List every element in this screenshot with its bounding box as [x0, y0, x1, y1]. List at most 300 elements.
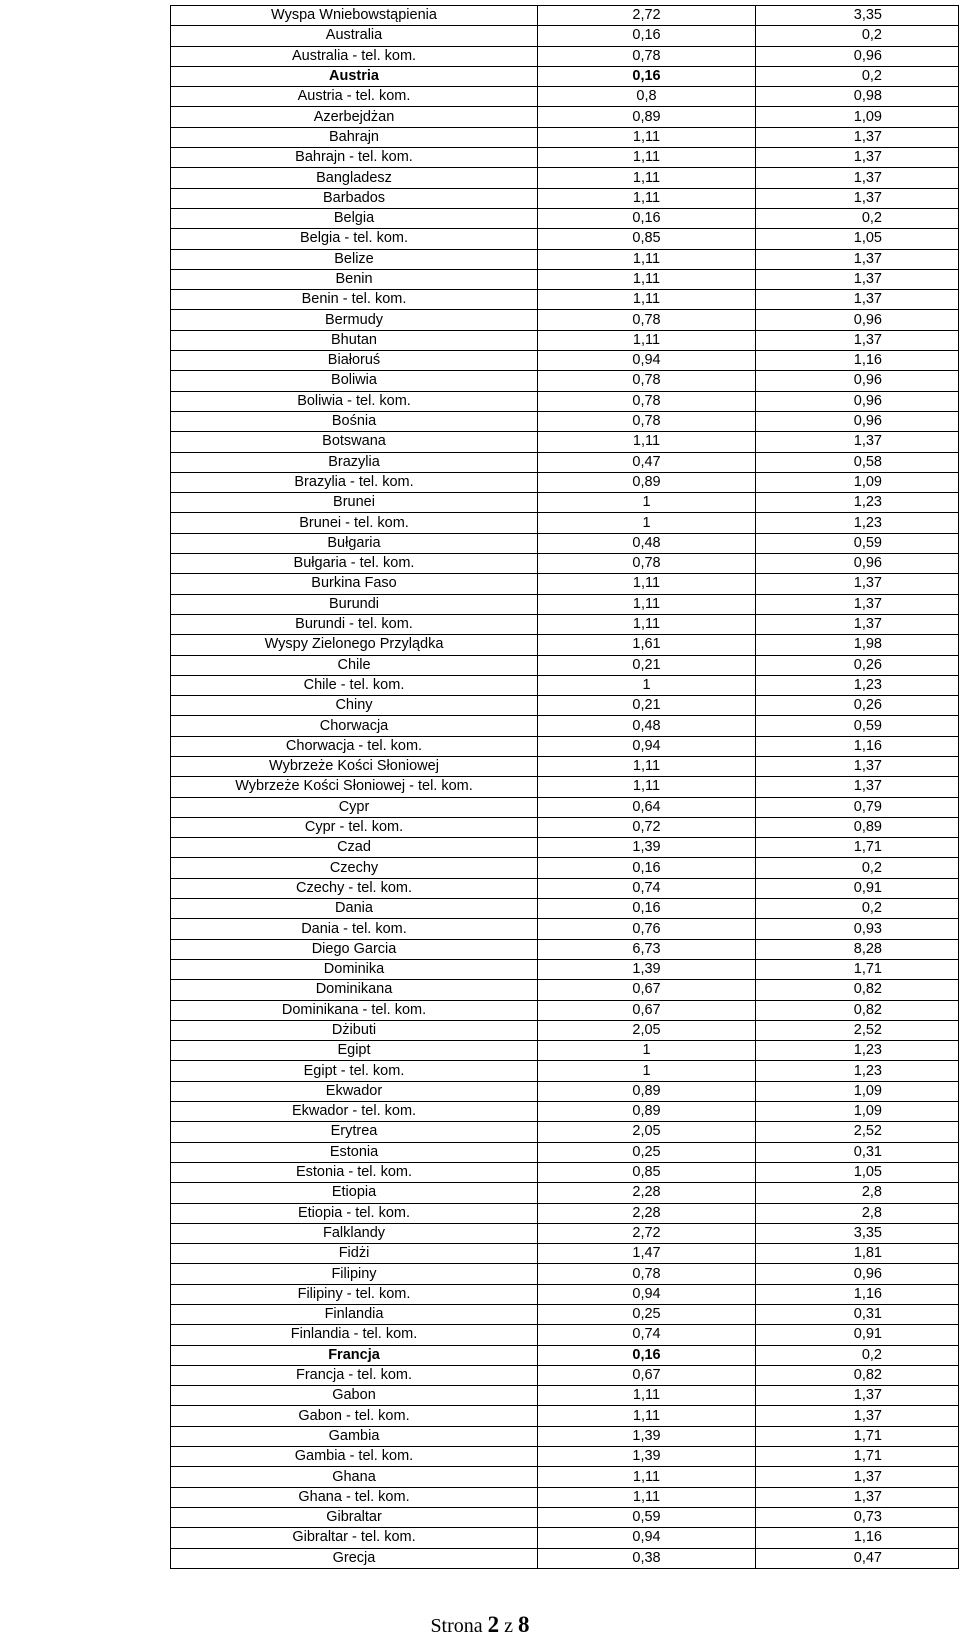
- country-cell: Bułgaria - tel. kom.: [171, 554, 538, 574]
- rate-gross-cell: 3,35: [756, 6, 959, 26]
- country-cell: Boliwia - tel. kom.: [171, 391, 538, 411]
- country-cell: Dania: [171, 899, 538, 919]
- table-row: [171, 959, 959, 979]
- country-cell: Brazylia: [171, 452, 538, 472]
- rate-value-cell: 0,89: [538, 1081, 756, 1101]
- country-cell: Diego Garcia: [171, 939, 538, 959]
- country-cell: Barbados: [171, 188, 538, 208]
- rate-gross-cell: 1,71: [756, 959, 959, 979]
- table-row: [171, 411, 959, 431]
- rate-value-cell: 0,38: [538, 1548, 756, 1568]
- country-cell: Burundi - tel. kom.: [171, 614, 538, 634]
- table-row: [171, 614, 959, 634]
- rate-gross-cell: 0,2: [756, 66, 959, 86]
- country-cell: Bahrajn - tel. kom.: [171, 148, 538, 168]
- rate-gross-cell: 0,82: [756, 1000, 959, 1020]
- rate-gross-cell: 0,96: [756, 1264, 959, 1284]
- table-row: [171, 1325, 959, 1345]
- rate-gross-cell: 1,09: [756, 107, 959, 127]
- rate-value-cell: 0,85: [538, 229, 756, 249]
- rate-gross-cell: 0,2: [756, 26, 959, 46]
- country-cell: Egipt - tel. kom.: [171, 1061, 538, 1081]
- rate-gross-cell: 2,8: [756, 1203, 959, 1223]
- country-cell: Fidżi: [171, 1244, 538, 1264]
- country-cell: Bułgaria: [171, 533, 538, 553]
- rate-value-cell: 2,72: [538, 6, 756, 26]
- table-row: [171, 66, 959, 86]
- country-cell: Chiny: [171, 696, 538, 716]
- rate-gross-cell: 1,37: [756, 432, 959, 452]
- rate-gross-cell: 2,52: [756, 1122, 959, 1142]
- rate-value-cell: 0,76: [538, 919, 756, 939]
- table-row: [171, 1467, 959, 1487]
- country-cell: Botswana: [171, 432, 538, 452]
- rate-value-cell: 1,11: [538, 330, 756, 350]
- rate-gross-cell: 0,79: [756, 797, 959, 817]
- table-row: [171, 1447, 959, 1467]
- table-row: [171, 188, 959, 208]
- table-row: [171, 168, 959, 188]
- rate-gross-cell: 0,26: [756, 696, 959, 716]
- country-cell: Dżibuti: [171, 1020, 538, 1040]
- table-row: [171, 1203, 959, 1223]
- rate-gross-cell: 0,59: [756, 716, 959, 736]
- rate-value-cell: 1,11: [538, 432, 756, 452]
- country-cell: Egipt: [171, 1041, 538, 1061]
- rate-gross-cell: 2,52: [756, 1020, 959, 1040]
- rate-value-cell: 1,11: [538, 148, 756, 168]
- rate-gross-cell: 0,2: [756, 899, 959, 919]
- country-cell: Ghana: [171, 1467, 538, 1487]
- rate-gross-cell: 0,2: [756, 1345, 959, 1365]
- country-cell: Falklandy: [171, 1223, 538, 1243]
- country-cell: Francja - tel. kom.: [171, 1365, 538, 1385]
- table-row: [171, 1528, 959, 1548]
- table-row: [171, 1102, 959, 1122]
- table-row: [171, 351, 959, 371]
- table-row: [171, 1426, 959, 1446]
- rate-value-cell: 1,11: [538, 756, 756, 776]
- rate-gross-cell: 0,31: [756, 1305, 959, 1325]
- rate-value-cell: 0,67: [538, 980, 756, 1000]
- country-cell: Dominika: [171, 959, 538, 979]
- rate-gross-cell: 0,93: [756, 919, 959, 939]
- table-row: [171, 1081, 959, 1101]
- rate-value-cell: 0,16: [538, 899, 756, 919]
- country-cell: Dania - tel. kom.: [171, 919, 538, 939]
- rate-value-cell: 0,74: [538, 1325, 756, 1345]
- table-row: [171, 6, 959, 26]
- rate-gross-cell: 1,37: [756, 290, 959, 310]
- rates-table-wrapper: [170, 5, 956, 1569]
- country-cell: Ghana - tel. kom.: [171, 1487, 538, 1507]
- country-cell: Benin - tel. kom.: [171, 290, 538, 310]
- rate-gross-cell: 0,96: [756, 554, 959, 574]
- table-row: [171, 675, 959, 695]
- country-cell: Czad: [171, 838, 538, 858]
- table-row: [171, 26, 959, 46]
- footer-page-total: 8: [518, 1612, 530, 1637]
- rate-value-cell: 1,11: [538, 574, 756, 594]
- table-row: [171, 1122, 959, 1142]
- rate-value-cell: 1,11: [538, 269, 756, 289]
- table-row: [171, 1305, 959, 1325]
- rate-value-cell: 0,78: [538, 310, 756, 330]
- country-cell: Finlandia: [171, 1305, 538, 1325]
- rate-gross-cell: 1,23: [756, 513, 959, 533]
- rate-gross-cell: 1,16: [756, 736, 959, 756]
- table-row: [171, 980, 959, 1000]
- rate-value-cell: 0,78: [538, 391, 756, 411]
- rate-gross-cell: 1,81: [756, 1244, 959, 1264]
- rate-gross-cell: 1,37: [756, 188, 959, 208]
- table-row: [171, 391, 959, 411]
- rate-value-cell: 1,11: [538, 1467, 756, 1487]
- rate-gross-cell: 1,71: [756, 1426, 959, 1446]
- rate-gross-cell: 1,09: [756, 1081, 959, 1101]
- country-cell: Gabon: [171, 1386, 538, 1406]
- rate-gross-cell: 3,35: [756, 1223, 959, 1243]
- rate-value-cell: 1,39: [538, 1447, 756, 1467]
- rate-value-cell: 0,8: [538, 87, 756, 107]
- table-row: [171, 493, 959, 513]
- table-row: [171, 1142, 959, 1162]
- table-row: [171, 1365, 959, 1385]
- country-cell: Gibraltar: [171, 1507, 538, 1527]
- country-cell: Australia: [171, 26, 538, 46]
- rate-value-cell: 1: [538, 1061, 756, 1081]
- table-row: [171, 858, 959, 878]
- rate-value-cell: 0,78: [538, 554, 756, 574]
- rate-value-cell: 0,74: [538, 878, 756, 898]
- table-row: [171, 513, 959, 533]
- country-cell: Belize: [171, 249, 538, 269]
- country-cell: Francja: [171, 1345, 538, 1365]
- country-cell: Boliwia: [171, 371, 538, 391]
- table-row: [171, 229, 959, 249]
- table-row: [171, 127, 959, 147]
- rate-value-cell: 0,16: [538, 1345, 756, 1365]
- country-cell: Gambia - tel. kom.: [171, 1447, 538, 1467]
- rate-gross-cell: 0,31: [756, 1142, 959, 1162]
- rate-gross-cell: 0,96: [756, 411, 959, 431]
- table-row: [171, 635, 959, 655]
- country-cell: Austria: [171, 66, 538, 86]
- rate-value-cell: 1,39: [538, 1426, 756, 1446]
- rate-gross-cell: 1,37: [756, 127, 959, 147]
- rate-gross-cell: 1,37: [756, 269, 959, 289]
- rate-gross-cell: 1,05: [756, 229, 959, 249]
- rate-gross-cell: 1,98: [756, 635, 959, 655]
- rate-gross-cell: 1,16: [756, 1284, 959, 1304]
- rate-value-cell: 1,47: [538, 1244, 756, 1264]
- rate-value-cell: 0,78: [538, 371, 756, 391]
- rate-gross-cell: 1,37: [756, 614, 959, 634]
- rate-value-cell: 2,28: [538, 1183, 756, 1203]
- country-cell: Bhutan: [171, 330, 538, 350]
- country-cell: Wyspy Zielonego Przylądka: [171, 635, 538, 655]
- rate-gross-cell: 0,91: [756, 1325, 959, 1345]
- rate-gross-cell: 0,26: [756, 655, 959, 675]
- rate-value-cell: 1,11: [538, 594, 756, 614]
- rate-value-cell: 1: [538, 493, 756, 513]
- rate-value-cell: 1: [538, 1041, 756, 1061]
- rate-gross-cell: 0,2: [756, 858, 959, 878]
- table-row: [171, 87, 959, 107]
- country-cell: Bośnia: [171, 411, 538, 431]
- rate-gross-cell: 1,71: [756, 1447, 959, 1467]
- rate-gross-cell: 1,71: [756, 838, 959, 858]
- table-row: [171, 269, 959, 289]
- rate-value-cell: 0,67: [538, 1000, 756, 1020]
- country-cell: Filipiny: [171, 1264, 538, 1284]
- rate-gross-cell: 1,05: [756, 1162, 959, 1182]
- country-cell: Gambia: [171, 1426, 538, 1446]
- table-row: [171, 1345, 959, 1365]
- rates-table: [170, 5, 959, 1569]
- rate-value-cell: 0,94: [538, 1528, 756, 1548]
- rate-gross-cell: 1,37: [756, 756, 959, 776]
- country-cell: Etiopia - tel. kom.: [171, 1203, 538, 1223]
- country-cell: Brazylia - tel. kom.: [171, 472, 538, 492]
- country-cell: Belgia - tel. kom.: [171, 229, 538, 249]
- rate-gross-cell: 0,96: [756, 310, 959, 330]
- rate-value-cell: 2,05: [538, 1020, 756, 1040]
- rate-value-cell: 1,11: [538, 188, 756, 208]
- rate-value-cell: 0,64: [538, 797, 756, 817]
- rate-value-cell: 0,48: [538, 533, 756, 553]
- table-row: [171, 1507, 959, 1527]
- rate-gross-cell: 1,37: [756, 1467, 959, 1487]
- rate-gross-cell: 1,37: [756, 1386, 959, 1406]
- rate-value-cell: 0,48: [538, 716, 756, 736]
- rate-value-cell: 0,78: [538, 46, 756, 66]
- country-cell: Bangladesz: [171, 168, 538, 188]
- table-row: [171, 1183, 959, 1203]
- rate-value-cell: 1,11: [538, 1386, 756, 1406]
- rate-value-cell: 1,11: [538, 168, 756, 188]
- rate-value-cell: 1: [538, 675, 756, 695]
- table-row: [171, 290, 959, 310]
- rate-gross-cell: 1,16: [756, 1528, 959, 1548]
- rate-value-cell: 1,11: [538, 614, 756, 634]
- rate-gross-cell: 1,09: [756, 472, 959, 492]
- country-cell: Wyspa Wniebowstąpienia: [171, 6, 538, 26]
- table-row: [171, 310, 959, 330]
- rate-value-cell: 0,89: [538, 472, 756, 492]
- rate-gross-cell: 8,28: [756, 939, 959, 959]
- rate-gross-cell: 0,96: [756, 391, 959, 411]
- table-row: [171, 919, 959, 939]
- country-cell: Brunei: [171, 493, 538, 513]
- rate-value-cell: 0,21: [538, 696, 756, 716]
- rate-value-cell: 1,39: [538, 838, 756, 858]
- rate-gross-cell: 0,2: [756, 208, 959, 228]
- rate-gross-cell: 1,23: [756, 675, 959, 695]
- rate-gross-cell: 0,47: [756, 1548, 959, 1568]
- table-row: [171, 1041, 959, 1061]
- rate-gross-cell: 0,89: [756, 817, 959, 837]
- rate-value-cell: 0,94: [538, 736, 756, 756]
- rate-gross-cell: 1,23: [756, 493, 959, 513]
- country-cell: Etiopia: [171, 1183, 538, 1203]
- country-cell: Azerbejdżan: [171, 107, 538, 127]
- table-row: [171, 756, 959, 776]
- table-row: [171, 1020, 959, 1040]
- rate-value-cell: 0,72: [538, 817, 756, 837]
- rate-gross-cell: 1,37: [756, 1406, 959, 1426]
- rate-gross-cell: 0,96: [756, 371, 959, 391]
- rate-value-cell: 0,21: [538, 655, 756, 675]
- table-row: [171, 208, 959, 228]
- country-cell: Australia - tel. kom.: [171, 46, 538, 66]
- country-cell: Cypr - tel. kom.: [171, 817, 538, 837]
- table-row: [171, 1284, 959, 1304]
- rate-gross-cell: 1,37: [756, 168, 959, 188]
- rate-value-cell: 0,25: [538, 1305, 756, 1325]
- table-row: [171, 716, 959, 736]
- country-cell: Gibraltar - tel. kom.: [171, 1528, 538, 1548]
- table-row: [171, 1244, 959, 1264]
- rate-value-cell: 0,89: [538, 1102, 756, 1122]
- rate-gross-cell: 0,98: [756, 87, 959, 107]
- country-cell: Dominikana: [171, 980, 538, 1000]
- table-row: [171, 330, 959, 350]
- rate-value-cell: 0,16: [538, 26, 756, 46]
- table-row: [171, 878, 959, 898]
- footer-page-number: 2: [487, 1612, 500, 1637]
- country-cell: Chorwacja: [171, 716, 538, 736]
- table-row: [171, 148, 959, 168]
- rate-value-cell: 0,67: [538, 1365, 756, 1385]
- rate-gross-cell: 1,16: [756, 351, 959, 371]
- rate-gross-cell: 1,23: [756, 1061, 959, 1081]
- country-cell: Estonia - tel. kom.: [171, 1162, 538, 1182]
- rate-gross-cell: 0,73: [756, 1507, 959, 1527]
- table-row: [171, 107, 959, 127]
- table-row: [171, 797, 959, 817]
- table-row: [171, 594, 959, 614]
- rate-value-cell: 1,11: [538, 1487, 756, 1507]
- rate-gross-cell: 1,37: [756, 777, 959, 797]
- rate-value-cell: 1: [538, 513, 756, 533]
- table-row: [171, 1548, 959, 1568]
- rate-value-cell: 1,11: [538, 249, 756, 269]
- table-row: [171, 574, 959, 594]
- rate-value-cell: 1,11: [538, 127, 756, 147]
- table-row: [171, 1162, 959, 1182]
- rate-gross-cell: 1,37: [756, 148, 959, 168]
- rate-value-cell: 1,11: [538, 290, 756, 310]
- country-cell: Bermudy: [171, 310, 538, 330]
- rate-value-cell: 2,28: [538, 1203, 756, 1223]
- country-cell: Benin: [171, 269, 538, 289]
- table-row: [171, 432, 959, 452]
- table-row: [171, 838, 959, 858]
- table-row: [171, 736, 959, 756]
- country-cell: Ekwador - tel. kom.: [171, 1102, 538, 1122]
- rate-value-cell: 0,25: [538, 1142, 756, 1162]
- rate-value-cell: 0,78: [538, 411, 756, 431]
- country-cell: Dominikana - tel. kom.: [171, 1000, 538, 1020]
- table-row: [171, 817, 959, 837]
- country-cell: Chorwacja - tel. kom.: [171, 736, 538, 756]
- table-row: [171, 777, 959, 797]
- table-row: [171, 1386, 959, 1406]
- rate-gross-cell: 1,37: [756, 330, 959, 350]
- rate-value-cell: 1,61: [538, 635, 756, 655]
- rate-value-cell: 2,05: [538, 1122, 756, 1142]
- table-row: [171, 1061, 959, 1081]
- rate-value-cell: 0,16: [538, 208, 756, 228]
- country-cell: Cypr: [171, 797, 538, 817]
- rate-gross-cell: 1,37: [756, 1487, 959, 1507]
- rates-table-body: [171, 6, 959, 1569]
- country-cell: Grecja: [171, 1548, 538, 1568]
- country-cell: Wybrzeże Kości Słoniowej: [171, 756, 538, 776]
- rate-gross-cell: 0,91: [756, 878, 959, 898]
- table-row: [171, 452, 959, 472]
- rate-value-cell: 1,11: [538, 1406, 756, 1426]
- rate-value-cell: 0,94: [538, 1284, 756, 1304]
- country-cell: Wybrzeże Kości Słoniowej - tel. kom.: [171, 777, 538, 797]
- rate-value-cell: 0,78: [538, 1264, 756, 1284]
- table-row: [171, 1487, 959, 1507]
- rate-value-cell: 1,11: [538, 777, 756, 797]
- country-cell: Białoruś: [171, 351, 538, 371]
- country-cell: Estonia: [171, 1142, 538, 1162]
- country-cell: Brunei - tel. kom.: [171, 513, 538, 533]
- table-row: [171, 655, 959, 675]
- country-cell: Gabon - tel. kom.: [171, 1406, 538, 1426]
- rate-value-cell: 6,73: [538, 939, 756, 959]
- country-cell: Ekwador: [171, 1081, 538, 1101]
- table-row: [171, 1406, 959, 1426]
- rate-gross-cell: 1,37: [756, 594, 959, 614]
- page-footer: [0, 1612, 960, 1638]
- table-row: [171, 696, 959, 716]
- footer-separator: z: [504, 1615, 514, 1637]
- country-cell: Austria - tel. kom.: [171, 87, 538, 107]
- country-cell: Finlandia - tel. kom.: [171, 1325, 538, 1345]
- rate-gross-cell: 0,58: [756, 452, 959, 472]
- rate-gross-cell: 1,23: [756, 1041, 959, 1061]
- country-cell: Bahrajn: [171, 127, 538, 147]
- table-row: [171, 46, 959, 66]
- country-cell: Chile - tel. kom.: [171, 675, 538, 695]
- table-row: [171, 249, 959, 269]
- table-row: [171, 1000, 959, 1020]
- rate-gross-cell: 1,37: [756, 574, 959, 594]
- rate-gross-cell: 2,8: [756, 1183, 959, 1203]
- country-cell: Belgia: [171, 208, 538, 228]
- rate-value-cell: 0,94: [538, 351, 756, 371]
- footer-prefix: Strona: [430, 1615, 483, 1637]
- table-row: [171, 939, 959, 959]
- country-cell: Filipiny - tel. kom.: [171, 1284, 538, 1304]
- rate-value-cell: 2,72: [538, 1223, 756, 1243]
- rate-gross-cell: 0,82: [756, 1365, 959, 1385]
- table-row: [171, 371, 959, 391]
- rate-value-cell: 0,16: [538, 66, 756, 86]
- country-cell: Czechy: [171, 858, 538, 878]
- rate-value-cell: 0,59: [538, 1507, 756, 1527]
- country-cell: Chile: [171, 655, 538, 675]
- rate-gross-cell: 1,37: [756, 249, 959, 269]
- table-row: [171, 1264, 959, 1284]
- country-cell: Burkina Faso: [171, 574, 538, 594]
- table-row: [171, 899, 959, 919]
